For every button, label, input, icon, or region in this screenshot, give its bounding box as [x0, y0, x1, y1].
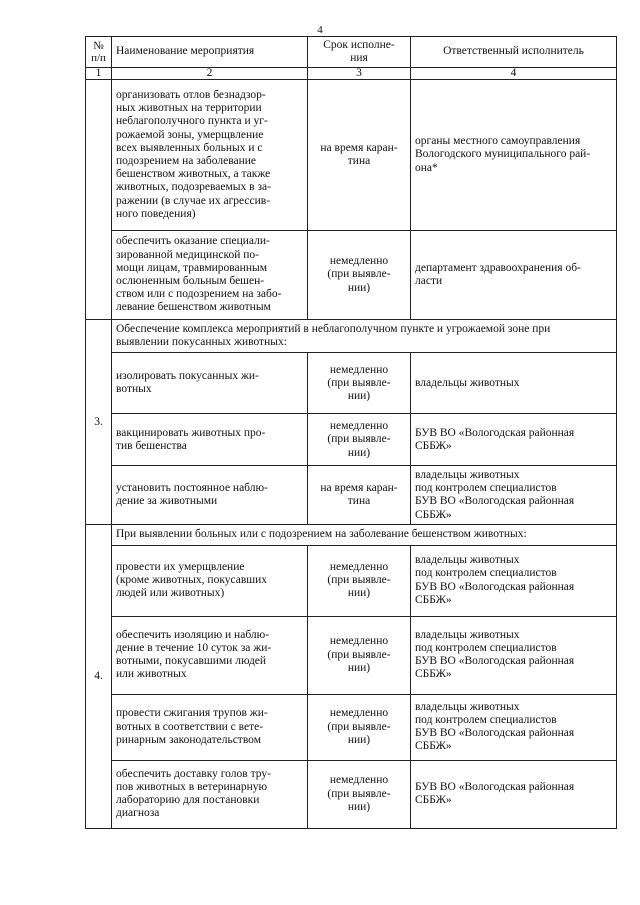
header-term-line: Срок исполне-	[323, 38, 395, 51]
text-line: левание бешенством животным	[116, 301, 271, 314]
term-cell	[308, 414, 411, 466]
text-line: людей или животных)	[116, 587, 225, 600]
text-line: нии)	[347, 800, 371, 813]
action-cell	[112, 353, 308, 414]
text-line: на время каран-	[320, 482, 398, 495]
text-line: БУВ ВО «Вологодская районная	[415, 426, 575, 439]
text-line: под контролем специалистов	[415, 713, 557, 726]
text-line: ринарным законодательством	[116, 733, 261, 746]
executor-cell	[411, 231, 617, 320]
header-term-line: ния	[350, 52, 368, 64]
term-cell	[308, 694, 411, 760]
column-number: 2	[112, 68, 308, 80]
text-line: (кроме животных, покусавших	[116, 574, 268, 586]
text-line: всех выявленных больных и с	[116, 141, 263, 154]
text-line: (при выявле-	[327, 433, 391, 446]
text-line: тина	[347, 155, 371, 167]
header-executor	[411, 37, 617, 68]
action-cell	[112, 414, 308, 466]
text-line: бешенством животных, а также	[116, 168, 271, 181]
action-cell	[112, 231, 308, 320]
section-title	[112, 320, 617, 353]
table-row	[86, 231, 617, 320]
section-number: 3.	[86, 320, 112, 525]
text-line: владельцы животных	[415, 554, 520, 567]
table-row	[86, 466, 617, 525]
text-line: ных животных на территории	[116, 102, 262, 115]
text-line: СББЖ»	[415, 794, 452, 807]
text-line: БУВ ВО «Вологодская районная	[415, 727, 575, 740]
text-line: обеспечить доставку голов тру-	[116, 767, 271, 780]
table-row	[86, 760, 617, 828]
text-line: ослюненным больным бешен-	[116, 275, 265, 287]
text-line: вотных	[116, 383, 152, 396]
header-number-line: №	[93, 40, 104, 52]
action-cell	[112, 760, 308, 828]
text-line: владельцы животных	[415, 628, 520, 641]
executor-cell	[411, 466, 617, 525]
text-line: (при выявле-	[327, 268, 391, 281]
text-line: животных, подозреваемых в за-	[116, 181, 271, 194]
column-number: 4	[411, 68, 617, 80]
term-cell	[308, 231, 411, 320]
text-line: вотными, покусавшими людей	[116, 655, 267, 668]
column-numbers-row	[86, 68, 617, 80]
action-cell	[112, 80, 308, 231]
text-line: немедленно	[329, 707, 389, 720]
text-line: ного поведения)	[116, 207, 196, 220]
text-line: владельцы животных	[415, 376, 520, 389]
text-line: она*	[415, 161, 438, 174]
section-number: 4.	[86, 525, 112, 828]
executor-cell	[411, 353, 617, 414]
text-line: БУВ ВО «Вологодская районная	[415, 780, 575, 793]
text-line: СББЖ»	[415, 508, 452, 521]
section-title-row	[86, 320, 617, 353]
text-line: владельцы животных	[415, 469, 520, 481]
text-line: Вологодского муниципального рай-	[415, 148, 591, 161]
text-line: нии)	[347, 733, 371, 746]
text-line: нии)	[347, 281, 371, 294]
text-line: вотных в соответствии с вете-	[116, 720, 264, 733]
text-line: СББЖ»	[415, 593, 452, 606]
text-line: При выявлении больных или с подозрением на заболевание бешенством животных:	[116, 528, 527, 541]
term-cell	[308, 353, 411, 414]
text-line: дение за животными	[116, 495, 218, 508]
text-line: немедленно	[329, 363, 389, 376]
text-line: нии)	[347, 390, 371, 402]
text-line: провести сжигания трупов жи-	[116, 707, 268, 720]
text-line: СББЖ»	[415, 668, 452, 681]
table-row	[86, 353, 617, 414]
section-title-row	[86, 525, 617, 545]
text-line: обеспечить оказание специали-	[116, 235, 270, 248]
text-line: рожаемой зоны, умерщвление	[116, 128, 264, 141]
executor-cell	[411, 694, 617, 760]
executor-cell	[411, 414, 617, 466]
text-line: или животных	[116, 668, 187, 681]
text-line: провести их умерщвление	[116, 560, 245, 573]
action-cell	[112, 616, 308, 694]
measures-table	[85, 36, 617, 829]
text-line: мощи лицам, травмированным	[116, 261, 267, 274]
text-line: нии)	[347, 446, 371, 459]
text-line: лабораторию для постановки	[116, 794, 260, 807]
text-line: зированной медицинской по-	[116, 248, 259, 261]
text-line: тина	[347, 495, 371, 508]
text-line: изолировать покусанных жи-	[116, 370, 259, 383]
text-line: выявлении покусанных животных:	[116, 336, 287, 349]
term-cell	[308, 760, 411, 828]
row-number-cell	[86, 80, 112, 320]
action-cell	[112, 545, 308, 616]
executor-cell	[411, 545, 617, 616]
text-line: на время каран-	[320, 141, 398, 154]
text-line: владельцы животных	[415, 700, 520, 713]
text-line: БУВ ВО «Вологодская районная	[415, 495, 575, 508]
table-row	[86, 616, 617, 694]
table-row	[86, 80, 617, 231]
text-line: БУВ ВО «Вологодская районная	[415, 655, 575, 668]
text-line: дение в течение 10 суток за жи-	[116, 641, 272, 654]
text-line: установить постоянное наблю-	[116, 482, 268, 495]
executor-cell	[411, 760, 617, 828]
text-line: БУВ ВО «Вологодская районная	[415, 580, 575, 593]
term-cell	[308, 616, 411, 694]
term-cell	[308, 466, 411, 525]
text-line: немедленно	[329, 774, 389, 787]
text-line: (при выявле-	[327, 648, 391, 661]
section-title	[112, 525, 617, 545]
text-line: немедленно	[329, 560, 389, 573]
term-cell	[308, 545, 411, 616]
text-line: СББЖ»	[415, 740, 452, 753]
header-action-text: Наименование мероприятия	[116, 45, 255, 58]
text-line: ством или с подозрением на забо-	[116, 288, 282, 301]
table-row	[86, 545, 617, 616]
term-cell	[308, 80, 411, 231]
header-term	[308, 37, 411, 68]
text-line: диагноза	[116, 807, 160, 820]
table-row	[86, 414, 617, 466]
column-number: 3	[308, 68, 411, 80]
text-line: органы местного самоуправления	[415, 135, 581, 148]
header-number	[86, 37, 112, 68]
text-line: нии)	[347, 661, 371, 674]
text-line: нии)	[347, 587, 371, 600]
header-action	[112, 37, 308, 68]
action-cell	[112, 466, 308, 525]
text-line: департамент здравоохранения об-	[415, 261, 581, 274]
text-line: пов животных в ветеринарную	[116, 780, 268, 793]
column-number: 1	[86, 68, 112, 80]
text-line: обеспечить изоляцию и наблю-	[116, 628, 270, 641]
text-line: (при выявле-	[327, 720, 391, 733]
text-line: немедленно	[329, 420, 389, 433]
text-line: немедленно	[329, 635, 389, 648]
text-line: ласти	[415, 275, 443, 287]
text-line: подозрением на заболевание	[116, 155, 257, 167]
table-header-row	[86, 37, 617, 68]
text-line: ражении (в случае их агрессив-	[116, 194, 271, 207]
page-number: 4	[317, 24, 323, 36]
header-executor-text: Ответственный исполнитель	[443, 45, 584, 58]
text-line: вакцинировать животных про-	[116, 426, 266, 439]
header-number-line: п/п	[91, 52, 106, 64]
text-line: тив бешенства	[116, 439, 187, 452]
text-line: (при выявле-	[327, 376, 391, 389]
text-line: организовать отлов безнадзор-	[116, 88, 266, 101]
action-cell	[112, 694, 308, 760]
text-line: (при выявле-	[327, 574, 391, 586]
text-line: под контролем специалистов	[415, 482, 557, 495]
text-line: под контролем специалистов	[415, 567, 557, 580]
text-line: под контролем специалистов	[415, 641, 557, 654]
text-line: Обеспечение комплекса мероприятий в неблагополучном пункте и угрожаемой зоне при	[116, 323, 551, 335]
text-line: неблагополучного пункта и уг-	[116, 115, 268, 128]
text-line: немедленно	[329, 255, 389, 268]
executor-cell	[411, 616, 617, 694]
executor-cell	[411, 80, 617, 231]
table-row	[86, 694, 617, 760]
text-line: СББЖ»	[415, 439, 452, 452]
text-line: (при выявле-	[327, 787, 391, 800]
